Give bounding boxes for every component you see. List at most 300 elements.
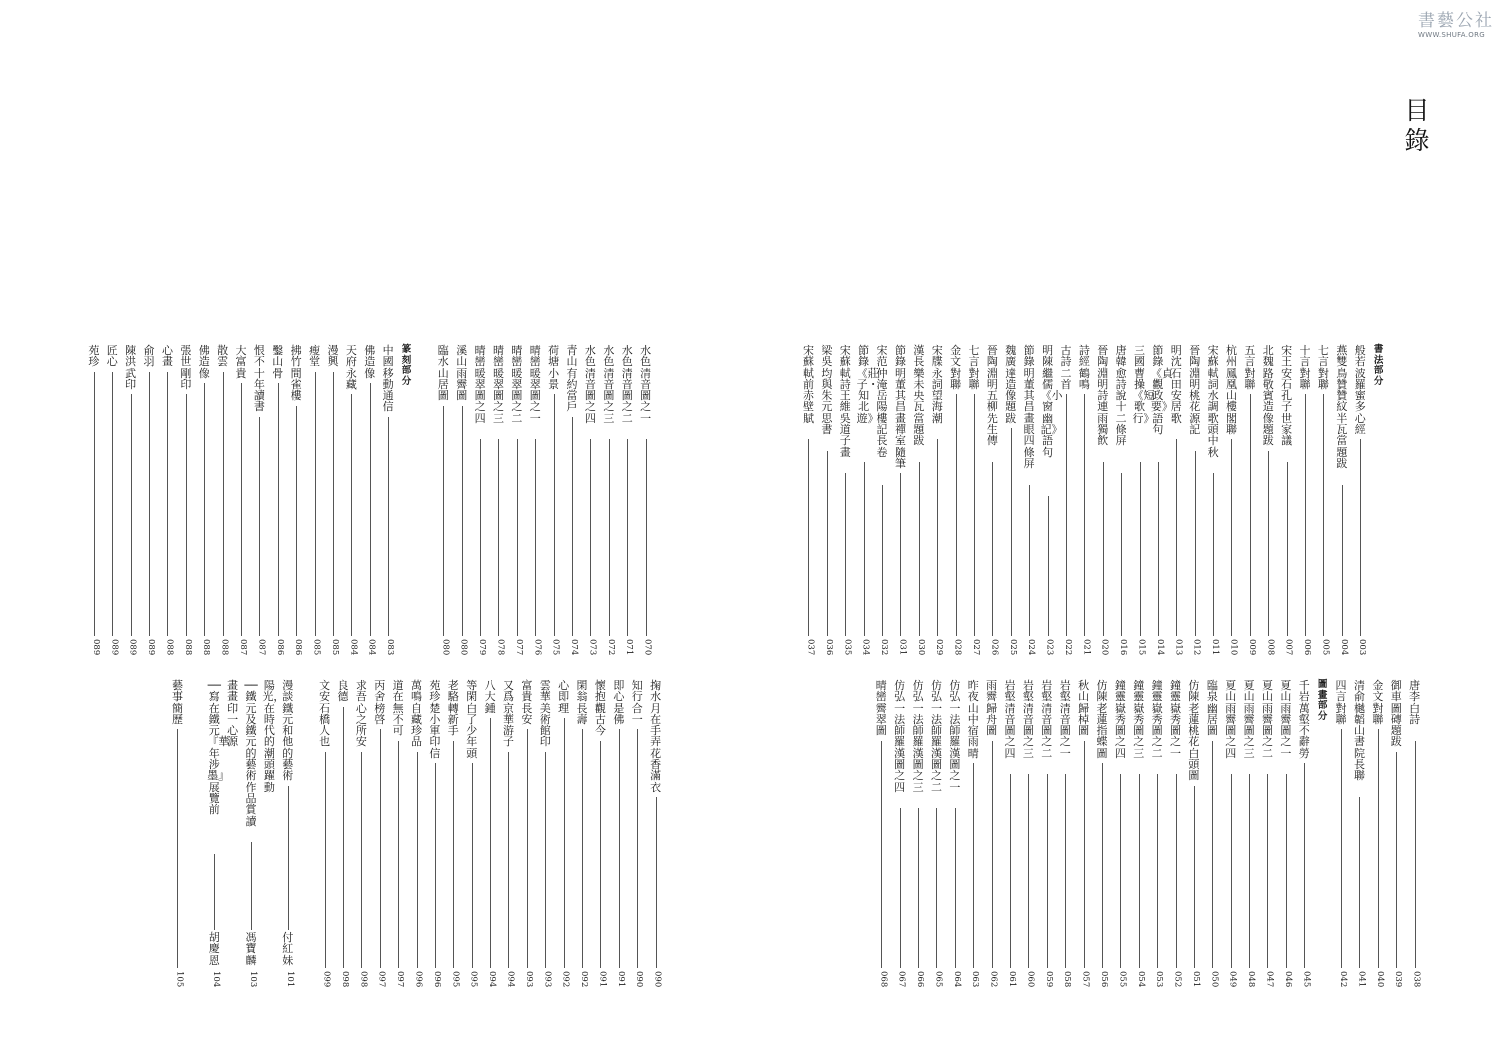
entry-title: 丙舍榜啓 bbox=[374, 679, 386, 726]
entry-page-number: 085 bbox=[311, 639, 322, 656]
leader-line bbox=[600, 741, 601, 969]
toc-entry[interactable] bbox=[287, 345, 305, 658]
leader-line bbox=[827, 451, 828, 636]
leader-line bbox=[398, 741, 399, 969]
toc-entry[interactable] bbox=[408, 680, 426, 990]
toc-entry[interactable] bbox=[1056, 680, 1074, 990]
entry-page-number: 014 bbox=[1154, 639, 1165, 656]
leader-line bbox=[1305, 394, 1306, 636]
toc-entry[interactable] bbox=[1075, 345, 1093, 658]
toc-entry[interactable] bbox=[140, 345, 158, 658]
leader-line bbox=[1011, 428, 1012, 636]
toc-entry[interactable] bbox=[518, 680, 536, 990]
entry-page-number: 094 bbox=[487, 971, 498, 988]
toc-entry[interactable] bbox=[379, 345, 397, 658]
entry-title: 夏山雨霽圖 之二 bbox=[1261, 679, 1273, 760]
toc-entry[interactable] bbox=[205, 679, 230, 990]
entry-title: 七言對聯 bbox=[968, 344, 980, 391]
entry-page-number: 070 bbox=[642, 639, 653, 656]
leader-line bbox=[343, 707, 344, 968]
leader-line bbox=[582, 729, 583, 968]
entry-title: 漫興 bbox=[327, 344, 339, 369]
entry-title: 千岩萬壑不辭勞 bbox=[1298, 679, 1310, 760]
toc-entry[interactable] bbox=[965, 345, 983, 658]
toc-entry[interactable] bbox=[1111, 680, 1129, 990]
entry-page-number: 035 bbox=[842, 639, 853, 656]
entry-page-number: 053 bbox=[1154, 971, 1165, 988]
entry-title: 水色清音圖 之四 bbox=[584, 344, 596, 425]
leader-line bbox=[508, 752, 509, 968]
entry-page-number: 049 bbox=[1227, 971, 1238, 988]
entry-title: 懷抱觀古今 bbox=[594, 679, 606, 738]
toc-entry[interactable] bbox=[324, 345, 342, 658]
leader-line bbox=[453, 741, 454, 969]
leader-line bbox=[1084, 394, 1085, 636]
leader-line bbox=[1342, 485, 1343, 636]
toc-block bbox=[168, 680, 665, 990]
toc-entry[interactable] bbox=[1093, 680, 1111, 990]
entry-title: 金文對聯 bbox=[1372, 679, 1384, 726]
toc-entry[interactable] bbox=[647, 680, 665, 990]
entry-title: 岩壑清音圖 之三 bbox=[1022, 679, 1034, 760]
toc-entry[interactable] bbox=[260, 679, 285, 990]
toc-entry[interactable] bbox=[1112, 345, 1130, 658]
entry-title: 岩壑清音圖 之四 bbox=[1004, 679, 1016, 760]
toc-entry[interactable] bbox=[536, 680, 554, 990]
toc-entry[interactable] bbox=[1002, 345, 1020, 658]
entry-title: 夏山雨霽圖 之四 bbox=[1225, 679, 1237, 760]
leader-line bbox=[167, 372, 168, 636]
leader-line bbox=[214, 854, 215, 931]
toc-entry[interactable] bbox=[610, 680, 628, 990]
entry-page-number: 090 bbox=[634, 971, 645, 988]
leader-line bbox=[1378, 729, 1379, 968]
leader-line bbox=[1212, 741, 1213, 969]
toc-entry[interactable] bbox=[1094, 345, 1112, 658]
toc-entry[interactable] bbox=[545, 345, 563, 658]
toc-entry[interactable] bbox=[471, 345, 489, 658]
section-heading bbox=[398, 345, 416, 658]
entry-title: 晴巒霽翠圖 bbox=[875, 679, 887, 738]
entry-author: 馮寶麟 bbox=[245, 931, 257, 967]
entry-page-number: 091 bbox=[615, 971, 626, 988]
entry-page-number: 030 bbox=[915, 639, 926, 656]
toc-entry[interactable] bbox=[1222, 680, 1240, 990]
entry-title: 拂竹間雀樓 bbox=[290, 344, 302, 403]
toc-entry[interactable] bbox=[269, 345, 287, 658]
entry-title: 晴巒暖翠圖 之三 bbox=[492, 344, 504, 425]
toc-entry[interactable] bbox=[891, 680, 909, 990]
entry-title: 岩壑清音圖 之一 bbox=[1059, 679, 1071, 760]
leader-line bbox=[936, 808, 937, 968]
leader-line bbox=[278, 383, 279, 636]
toc-entry[interactable] bbox=[591, 680, 609, 990]
entry-page-number: 004 bbox=[1338, 639, 1349, 656]
toc-entry[interactable] bbox=[316, 680, 334, 990]
leader-line bbox=[527, 729, 528, 968]
leader-line bbox=[564, 718, 565, 968]
entry-title: 秋山歸棹圖 bbox=[1078, 679, 1090, 738]
toc-entry[interactable] bbox=[195, 345, 213, 658]
toc-entry[interactable] bbox=[927, 680, 945, 990]
leader-line bbox=[1120, 774, 1121, 968]
entry-page-number: 090 bbox=[652, 971, 663, 988]
entry-page-number: 089 bbox=[90, 639, 101, 656]
entry-title: 苑珍楚小軍印信 bbox=[429, 679, 441, 760]
toc-entry[interactable] bbox=[1387, 680, 1405, 990]
entry-page-number: 061 bbox=[1007, 971, 1018, 988]
leader-line bbox=[590, 439, 591, 636]
leader-line bbox=[204, 383, 205, 636]
toc-entry[interactable] bbox=[1332, 680, 1350, 990]
toc-entry[interactable] bbox=[499, 680, 517, 990]
entry-page-number: 011 bbox=[1210, 639, 1221, 656]
toc-entry[interactable] bbox=[855, 344, 879, 658]
entry-title: 俞羽 bbox=[143, 344, 155, 369]
entry-title: 富貴長安 bbox=[521, 679, 533, 726]
entry-title: 漢 長樂未央瓦當題跋 bbox=[913, 344, 925, 448]
toc-entry[interactable] bbox=[168, 680, 186, 990]
entry-title: 晉 陶淵明五柳先生傳 bbox=[986, 344, 998, 448]
entry-title: 明 沈石田安居歌 bbox=[1170, 344, 1182, 425]
toc-entry[interactable] bbox=[637, 345, 655, 658]
toc-entry[interactable] bbox=[1350, 680, 1368, 990]
entry-title: 佛造像 bbox=[364, 344, 376, 380]
entry-title: 溪山雨霽圖 bbox=[456, 344, 468, 403]
toc-entry[interactable] bbox=[983, 345, 1001, 658]
toc-entry[interactable] bbox=[1351, 345, 1369, 658]
entry-title: 張世剛印 bbox=[180, 344, 192, 391]
leader-line bbox=[1250, 394, 1251, 636]
entry-page-number: 086 bbox=[293, 639, 304, 656]
toc-entry[interactable] bbox=[964, 680, 982, 990]
toc-entry[interactable] bbox=[1131, 344, 1155, 658]
toc-entry[interactable] bbox=[177, 345, 195, 658]
toc-entry[interactable] bbox=[1075, 680, 1093, 990]
leader-line bbox=[627, 439, 628, 636]
toc-entry[interactable] bbox=[872, 680, 890, 990]
toc-entry[interactable] bbox=[426, 680, 444, 990]
toc-entry[interactable] bbox=[389, 680, 407, 990]
leader-line bbox=[619, 729, 620, 968]
leader-line bbox=[1213, 473, 1214, 636]
toc-entry[interactable] bbox=[1203, 680, 1221, 990]
entry-title: 鐘靈嶽秀圖 之三 bbox=[1133, 679, 1145, 760]
entry-page-number: 060 bbox=[1025, 971, 1036, 988]
leader-line bbox=[919, 462, 920, 636]
leader-line bbox=[992, 741, 993, 969]
toc-entry[interactable] bbox=[1278, 345, 1296, 658]
toc-entry[interactable] bbox=[1038, 680, 1056, 990]
toc-entry[interactable] bbox=[947, 345, 965, 658]
toc-entry[interactable] bbox=[1259, 345, 1277, 658]
leader-line bbox=[1103, 462, 1104, 636]
entry-title: 宋 蘇軾詞水調歌頭中秋 bbox=[1207, 344, 1219, 459]
leader-line bbox=[1267, 774, 1268, 968]
toc-entry[interactable] bbox=[555, 680, 573, 990]
toc-entry[interactable] bbox=[1406, 680, 1424, 990]
leader-line bbox=[1029, 485, 1030, 636]
toc-entry[interactable] bbox=[1020, 345, 1038, 658]
entry-page-number: 039 bbox=[1393, 971, 1404, 988]
toc-entry[interactable] bbox=[873, 345, 891, 658]
entry-title: 北魏路敬賓造像題跋 bbox=[1262, 344, 1274, 448]
toc-entry[interactable] bbox=[1039, 344, 1063, 658]
leader-line bbox=[1084, 741, 1085, 969]
entry-page-number: 092 bbox=[560, 971, 571, 988]
toc-entry[interactable] bbox=[1333, 345, 1351, 658]
leader-line bbox=[1066, 394, 1067, 636]
toc-entry[interactable] bbox=[1295, 680, 1313, 990]
toc-entry[interactable] bbox=[628, 680, 646, 990]
entry-title: 昨夜山中宿雨晴 bbox=[967, 679, 979, 760]
entry-page-number: 080 bbox=[458, 639, 469, 656]
toc-entry[interactable] bbox=[1277, 680, 1295, 990]
leader-line bbox=[1231, 774, 1232, 968]
leader-line bbox=[1286, 774, 1287, 968]
toc-entry[interactable] bbox=[1241, 345, 1259, 658]
toc-entry[interactable] bbox=[818, 345, 836, 658]
entry-page-number: 056 bbox=[1098, 971, 1109, 988]
entry-page-number: 093 bbox=[542, 971, 553, 988]
toc-entry[interactable] bbox=[1167, 345, 1185, 658]
toc-entry[interactable] bbox=[508, 345, 526, 658]
entry-title: 仿弘一法師羅漢圖 之二 bbox=[930, 679, 942, 794]
entry-page-number: 089 bbox=[127, 639, 138, 656]
entry-page-number: 062 bbox=[988, 971, 999, 988]
entry-title: 老駱轉新手 bbox=[447, 679, 459, 738]
toc-entry[interactable] bbox=[1296, 345, 1314, 658]
leader-line bbox=[937, 439, 938, 636]
entry-page-number: 063 bbox=[970, 971, 981, 988]
entry-page-number: 080 bbox=[440, 639, 451, 656]
entry-page-number: 097 bbox=[376, 971, 387, 988]
toc-entry[interactable] bbox=[563, 345, 581, 658]
toc-entry[interactable] bbox=[1019, 680, 1037, 990]
entry-title: 水色清音圖 之三 bbox=[603, 344, 615, 425]
entry-page-number: 089 bbox=[146, 639, 157, 656]
toc-entry[interactable] bbox=[224, 680, 242, 990]
toc-entry[interactable] bbox=[1369, 680, 1387, 990]
leader-line bbox=[241, 383, 242, 636]
leader-line bbox=[288, 786, 289, 930]
leader-line bbox=[251, 842, 252, 930]
entry-page-number: 088 bbox=[182, 639, 193, 656]
entry-page-number: 005 bbox=[1320, 639, 1331, 656]
entry-title: 杭州鳳凰山樓閣聯 bbox=[1225, 344, 1237, 437]
leader-line bbox=[1341, 729, 1342, 968]
leader-line bbox=[956, 394, 957, 636]
toc-entry[interactable] bbox=[799, 345, 817, 658]
entry-page-number: 015 bbox=[1136, 639, 1147, 656]
leader-line bbox=[380, 729, 381, 968]
toc-entry[interactable] bbox=[85, 345, 103, 658]
entry-title: 七言對聯 bbox=[1317, 344, 1329, 391]
leader-line bbox=[900, 808, 901, 968]
toc-entry[interactable] bbox=[983, 680, 1001, 990]
leader-line bbox=[1047, 774, 1048, 968]
toc-entry[interactable] bbox=[444, 680, 462, 990]
entry-page-number: 103 bbox=[248, 971, 258, 988]
toc-entry[interactable] bbox=[1186, 345, 1204, 658]
toc-entry[interactable] bbox=[1001, 680, 1019, 990]
entry-title: 晉 陶淵明詩連雨獨飲 bbox=[1097, 344, 1109, 448]
leader-line bbox=[149, 372, 150, 636]
entry-page-number: 012 bbox=[1191, 639, 1202, 656]
toc-entry[interactable] bbox=[1258, 680, 1276, 990]
toc-entry[interactable] bbox=[1240, 680, 1258, 990]
entry-page-number: 046 bbox=[1282, 971, 1293, 988]
leader-line bbox=[1231, 439, 1232, 636]
entry-page-number: 093 bbox=[523, 971, 534, 988]
entry-title: 三國 曹操《短歌行》 bbox=[1132, 344, 1155, 425]
leader-line bbox=[1102, 763, 1103, 968]
leader-line bbox=[112, 372, 113, 636]
leader-line bbox=[1010, 774, 1011, 968]
toc-entry[interactable] bbox=[279, 680, 297, 990]
entry-title: 魏廣達造像題跋 bbox=[1005, 344, 1017, 425]
toc-entry[interactable] bbox=[242, 680, 260, 990]
toc-entry[interactable] bbox=[891, 345, 909, 658]
toc-entry[interactable] bbox=[836, 345, 854, 658]
entry-page-number: 086 bbox=[274, 639, 285, 656]
entry-title: 宋 范仲淹岳陽樓記 長卷 bbox=[876, 344, 888, 459]
toc-entry[interactable] bbox=[122, 345, 140, 658]
entry-title: 大富貴 bbox=[235, 344, 247, 380]
toc-entry[interactable] bbox=[526, 345, 544, 658]
toc-entry[interactable] bbox=[232, 345, 250, 658]
toc-entry[interactable] bbox=[1222, 345, 1240, 658]
entry-page-number: 072 bbox=[605, 639, 616, 656]
entry-title: 佛造像 bbox=[198, 344, 210, 380]
entry-title: 詩經鶴鳴 bbox=[1078, 344, 1090, 391]
toc-entry[interactable] bbox=[1167, 680, 1185, 990]
entry-title: 陽光，在時代的潮頭躍動 bbox=[262, 679, 285, 794]
toc-entry[interactable] bbox=[371, 680, 389, 990]
entry-page-number: 098 bbox=[339, 971, 350, 988]
entry-title: 匠心 bbox=[106, 344, 118, 369]
entry-title: 岩壑清音圖 之二 bbox=[1041, 679, 1053, 760]
entry-title: 散雲 bbox=[217, 344, 229, 369]
toc-entry[interactable] bbox=[909, 680, 927, 990]
entry-page-number: 089 bbox=[109, 639, 120, 656]
entry-title: 仿陳老蓮桃花白頭圖 bbox=[1188, 679, 1200, 783]
leader-line bbox=[131, 394, 132, 636]
toc-entry[interactable] bbox=[306, 345, 324, 658]
toc-entry[interactable] bbox=[463, 680, 481, 990]
entry-title: 仿陳老蓮指蝶圖 bbox=[1096, 679, 1108, 760]
entry-title: 苑珍 bbox=[88, 344, 100, 369]
leader-line bbox=[517, 439, 518, 636]
toc-entry[interactable] bbox=[581, 345, 599, 658]
leader-line bbox=[472, 763, 473, 968]
toc-entry[interactable] bbox=[946, 680, 964, 990]
toc-entry[interactable] bbox=[600, 345, 618, 658]
entry-page-number: 022 bbox=[1062, 639, 1073, 656]
entry-title: 瘦堂 bbox=[309, 344, 321, 369]
leader-line bbox=[388, 417, 389, 636]
entry-page-number: 007 bbox=[1283, 639, 1294, 656]
entry-title: 宋 蘇軾前赤壁賦 bbox=[802, 344, 814, 425]
toc-entry[interactable] bbox=[928, 345, 946, 658]
page-title-char: 錄 bbox=[1404, 126, 1430, 155]
entry-title: 鐘靈嶽秀圖 之四 bbox=[1114, 679, 1126, 760]
entry-title: ──鐵元及鐵元的藝術作品賞讀 bbox=[244, 679, 258, 828]
leader-line bbox=[351, 394, 352, 636]
leader-line bbox=[609, 439, 610, 636]
entry-title: 水色清音圖 之二 bbox=[621, 344, 633, 425]
toc-entry[interactable] bbox=[573, 680, 591, 990]
leader-line bbox=[223, 372, 224, 636]
entry-title: 鑿山骨 bbox=[272, 344, 284, 380]
toc-entry[interactable] bbox=[214, 345, 232, 658]
leader-line bbox=[177, 729, 178, 968]
toc-entry[interactable] bbox=[453, 345, 471, 658]
toc-entry[interactable] bbox=[1148, 680, 1166, 990]
leader-line bbox=[1065, 774, 1066, 968]
entry-title: 宋 蘇軾詩王維吳道子畫 bbox=[839, 344, 851, 459]
toc-entry[interactable] bbox=[910, 345, 928, 658]
leader-line bbox=[1323, 394, 1324, 636]
entry-page-number: 079 bbox=[477, 639, 488, 656]
leader-line bbox=[435, 763, 436, 968]
toc-entry[interactable] bbox=[489, 345, 507, 658]
leader-line bbox=[1028, 774, 1029, 968]
entry-page-number: 047 bbox=[1264, 971, 1275, 988]
toc-entry[interactable] bbox=[361, 345, 379, 658]
toc-entry[interactable] bbox=[1185, 680, 1203, 990]
entry-title: 節錄《貞觀政要》語句 bbox=[1150, 344, 1173, 437]
logo-url: WWW.SHUFA.ORG bbox=[1418, 31, 1485, 39]
entry-title: 夏山雨霽圖 之一 bbox=[1280, 679, 1292, 760]
entry-page-number: 067 bbox=[896, 971, 907, 988]
leader-line bbox=[1415, 741, 1416, 969]
leader-line bbox=[443, 406, 444, 637]
toc-entry[interactable] bbox=[1314, 345, 1332, 658]
toc-entry[interactable] bbox=[1204, 345, 1222, 658]
entry-title: 晴巒暖翠圖 之一 bbox=[529, 344, 541, 425]
entry-page-number: 095 bbox=[468, 971, 479, 988]
section-title: 圖畫部分 bbox=[1317, 679, 1328, 722]
page-title-char: 目 bbox=[1404, 96, 1430, 125]
entry-page-number: 051 bbox=[1190, 971, 1201, 988]
toc-entry[interactable] bbox=[1130, 680, 1148, 990]
leader-line bbox=[1268, 451, 1269, 636]
entry-page-number: 088 bbox=[164, 639, 175, 656]
toc-entry[interactable] bbox=[481, 680, 499, 990]
toc-entry[interactable] bbox=[342, 345, 360, 658]
entry-page-number: 026 bbox=[989, 639, 1000, 656]
toc-entry[interactable] bbox=[158, 345, 176, 658]
entry-title: 宋 王安石孔子世家議 bbox=[1281, 344, 1293, 448]
toc-entry[interactable] bbox=[250, 345, 268, 658]
entry-title: 節錄明董其昌畫眼 四條屏 bbox=[1023, 344, 1035, 470]
entry-title: 梁 吳均與朱元思書 bbox=[821, 344, 833, 437]
toc-entry[interactable] bbox=[434, 345, 452, 658]
entry-title: 青山有約當戶 bbox=[566, 344, 578, 414]
toc-entry[interactable] bbox=[103, 345, 121, 658]
entry-title: 般若波羅蜜多心經 bbox=[1354, 344, 1366, 437]
leader-line bbox=[498, 439, 499, 636]
toc-entry[interactable] bbox=[352, 680, 370, 990]
page-title bbox=[1402, 96, 1432, 156]
toc-entry[interactable] bbox=[334, 680, 352, 990]
entry-page-number: 020 bbox=[1099, 639, 1110, 656]
leader-line bbox=[315, 372, 316, 636]
toc-entry[interactable] bbox=[618, 345, 636, 658]
entry-title: 鐘靈嶽秀圖 之一 bbox=[1170, 679, 1182, 760]
entry-page-number: 094 bbox=[505, 971, 516, 988]
